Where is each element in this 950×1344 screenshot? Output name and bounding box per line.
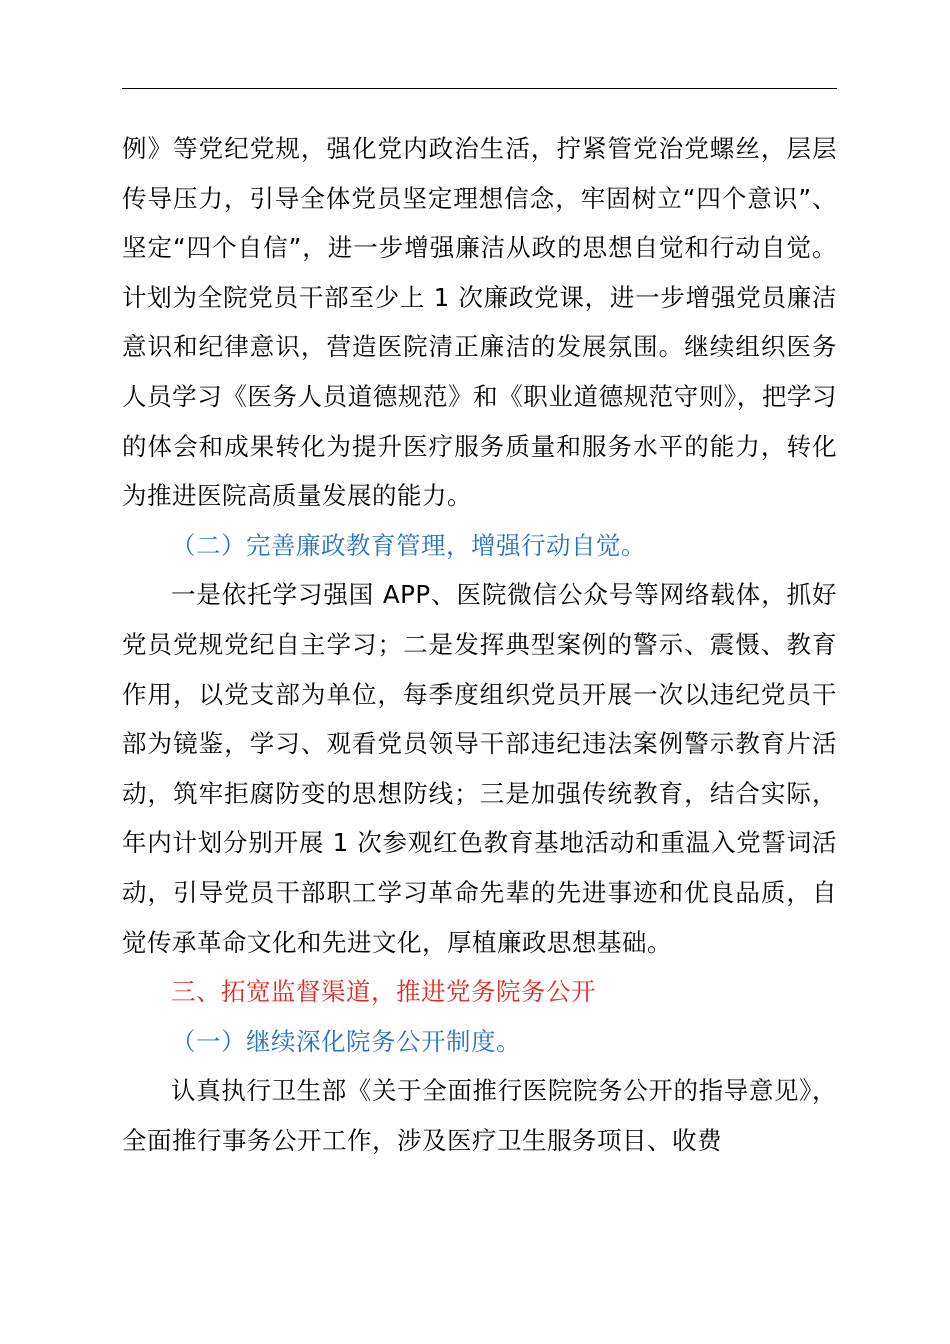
body-paragraph-study-regulations: 例》等党纪党规，强化党内政治生活，拧紧管党治党螺丝，层层传导压力，引导全体党员坚定理想信念，牢固树立“四个意识”、坚定“四个自信”，进一步增强廉洁从政的思想自觉和行动自觉。计划为全院党员干部至少上 1 次廉政党课，进一步增强党员廉洁意识和纪律意识，营造医院清正廉洁的发展氛围。继续组织医务人员学习《医务人员道德规范》和《职业道德规范守则》，把学习的体会和成果转化为提升医疗服务质量和服务水平的能力，转化为推进医院高质量发展的能力。: [122, 134, 837, 511]
subheading-integrity-education: （二）完善廉政教育管理，增强行动自觉。: [171, 530, 646, 560]
document-body: [122, 124, 837, 1165]
subheading-hospital-affairs-disclosure: （一）继续深化院务公开制度。: [171, 1026, 521, 1056]
header-rule: [122, 88, 837, 89]
body-paragraph-education-activities: 一是依托学习强国 APP、医院微信公众号等网络载体，抓好党员党规党纪自主学习；二是发挥典型案例的警示、震慑、教育作用，以党支部为单位，每季度组织党员开展一次以违纪党员干部为镜鉴，学习、观看党员领导干部违纪违法案例警示教育片活动，筑牢拒腐防变的思想防线；三是加强传统教育，结合实际，年内计划分别开展 1 次参观红色教育基地活动和重温入党誓词活动，引导党员干部职工学习革命先辈的先进事迹和优良品质，自觉传承革命文化和先进文化，厚植廉政思想基础。: [122, 580, 837, 957]
section-heading-supervision: 三、拓宽监督渠道，推进党务院务公开: [171, 977, 596, 1007]
body-paragraph-disclosure-policy: 认真执行卫生部《关于全面推行医院院务公开的指导意见》，全面推行事务公开工作，涉及医疗卫生服务项目、收费: [122, 1076, 837, 1155]
